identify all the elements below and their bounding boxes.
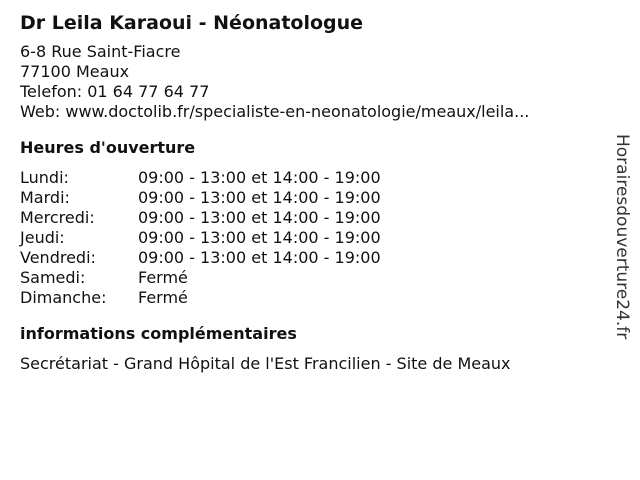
- hours-row: [20, 208, 600, 228]
- day-label: Mardi:: [20, 188, 70, 207]
- hours-row: [20, 288, 600, 308]
- time-value: 09:00 - 13:00 et 14:00 - 19:00: [138, 248, 381, 267]
- day-label: Dimanche:: [20, 288, 107, 307]
- day-label: Vendredi:: [20, 248, 96, 267]
- time-value: 09:00 - 13:00 et 14:00 - 19:00: [138, 168, 381, 187]
- address-street: 6-8 Rue Saint-Fiacre: [20, 42, 181, 61]
- day-label: Samedi:: [20, 268, 86, 287]
- hours-row: [20, 188, 600, 208]
- info-heading: informations complémentaires: [20, 324, 297, 343]
- hours-heading: Heures d'ouverture: [20, 138, 196, 157]
- hours-row: [20, 228, 600, 248]
- day-label: Jeudi:: [20, 228, 65, 247]
- hours-row: [20, 268, 600, 288]
- address-city: 77100 Meaux: [20, 62, 130, 81]
- time-value: Fermé: [138, 288, 188, 307]
- day-label: Mercredi:: [20, 208, 95, 227]
- hours-row: [20, 248, 600, 268]
- time-value: Fermé: [138, 268, 188, 287]
- phone-number: Telefon: 01 64 77 64 77: [20, 82, 210, 101]
- listing-card: [20, 10, 600, 374]
- website-link: Web: www.doctolib.fr/specialiste-en-neonatologie/meaux/leila...: [20, 102, 530, 121]
- time-value: 09:00 - 13:00 et 14:00 - 19:00: [138, 228, 381, 247]
- hours-row: [20, 168, 600, 188]
- time-value: 09:00 - 13:00 et 14:00 - 19:00: [138, 188, 381, 207]
- page-title: Dr Leila Karaoui - Néonatologue: [20, 12, 364, 34]
- site-watermark: Horairesdouverture24.fr: [612, 134, 632, 340]
- hours-table: [20, 168, 600, 308]
- day-label: Lundi:: [20, 168, 69, 187]
- info-text: Secrétariat - Grand Hôpital de l'Est Francilien - Site de Meaux: [20, 354, 511, 373]
- time-value: 09:00 - 13:00 et 14:00 - 19:00: [138, 208, 381, 227]
